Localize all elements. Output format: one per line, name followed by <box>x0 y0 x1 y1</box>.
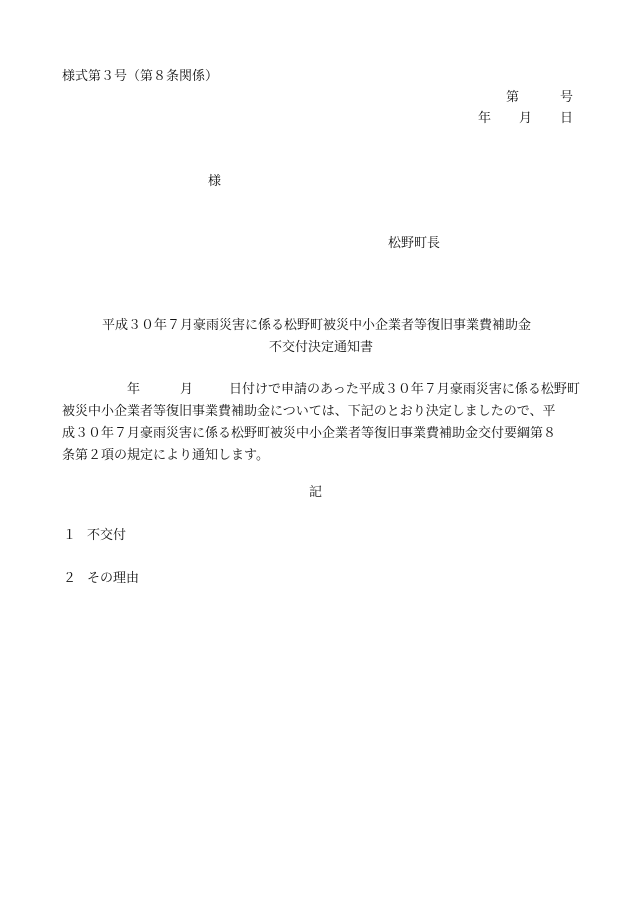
body-line-4: 条第２項の規定により通知します。 <box>62 448 269 463</box>
body-line-3: 成３０年７月豪雨災害に係る松野町被災中小企業者等復旧事業費補助金交付要綱第８ <box>62 426 557 441</box>
document-title-line2: 不交付決定通知書 <box>269 340 374 355</box>
document-number-label: 第 <box>506 90 520 105</box>
list-item-label: 不交付 <box>87 528 127 543</box>
body-line-1-text: 日付けで申請のあった平成３０年７月豪雨災害に係る松野町 <box>229 382 580 397</box>
date-month-label: 月 <box>519 111 533 126</box>
body-paragraph <box>62 379 582 467</box>
document-title-line1: 平成３０年７月豪雨災害に係る松野町被災中小企業者等復旧事業費補助金 <box>102 318 532 333</box>
list-item <box>63 572 139 585</box>
body-line-1 <box>62 379 582 401</box>
list-item-label: その理由 <box>87 571 140 586</box>
list-item-number: ２ <box>63 571 77 586</box>
list-item <box>63 529 126 542</box>
ki-heading: 記 <box>309 485 323 500</box>
form-number: 様式第３号（第８条関係） <box>62 69 219 84</box>
sender-name: 松野町長 <box>388 236 441 251</box>
recipient-suffix: 様 <box>208 174 222 189</box>
date-year-label: 年 <box>478 111 492 126</box>
body-line-2: 被災中小企業者等復旧事業費補助金については、下記のとおり決定しましたので、平 <box>62 404 556 419</box>
list-item-number: １ <box>63 528 77 543</box>
body-year-label: 年 <box>127 382 141 397</box>
body-month-label: 月 <box>180 382 194 397</box>
date-day-label: 日 <box>560 111 574 126</box>
document-number-suffix: 号 <box>560 90 574 105</box>
